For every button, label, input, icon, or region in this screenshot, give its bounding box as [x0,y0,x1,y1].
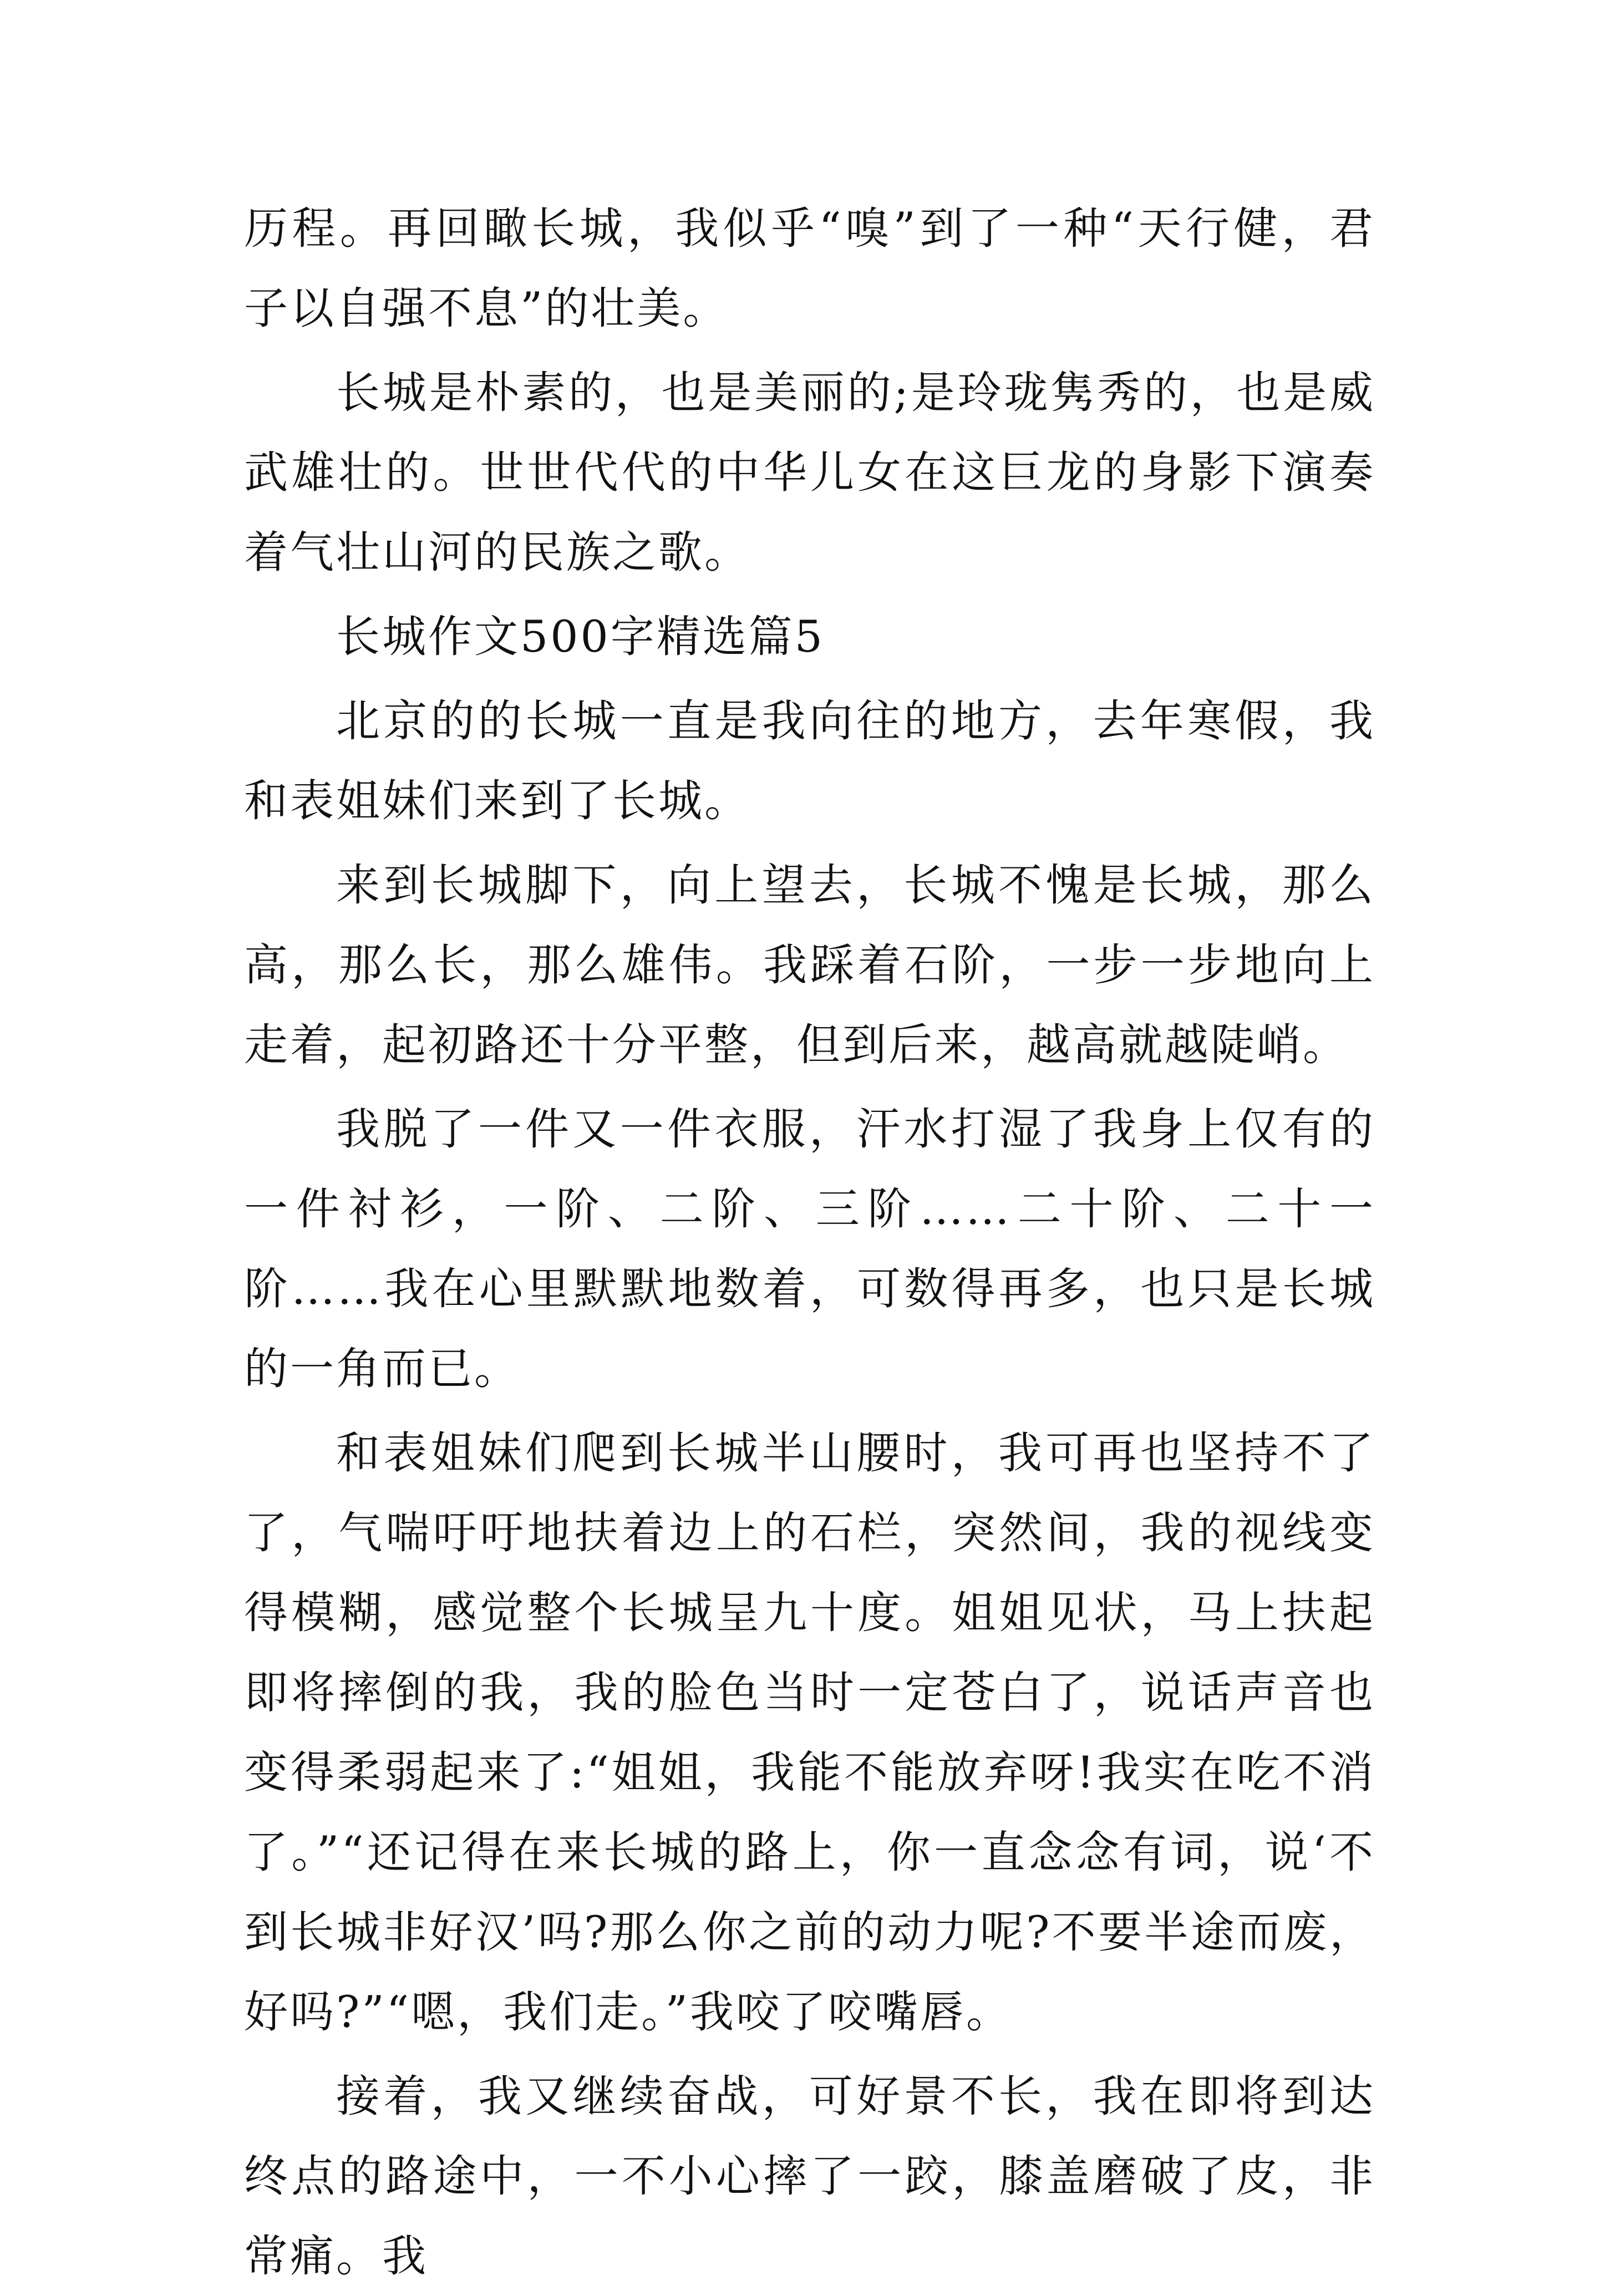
section-heading: 长城作文500字精选篇5 [336,611,825,662]
paragraph: 我脱了一件又一件衣服，汗水打湿了我身上仅有的一件衬衫，一阶、二阶、三阶……二十阶、二十一阶……我在心里默默地数着，可数得再多，也只是长城的一角而已。 [244,1104,1375,1394]
paragraph: 长城是朴素的，也是美丽的;是玲珑隽秀的，也是威武雄壮的。世世代代的中华儿女在这巨龙的身影下演奏着气壮山河的民族之歌。 [244,367,1375,578]
paragraph: 和表姐妹们爬到长城半山腰时，我可再也坚持不了了，气喘吁吁地扶着边上的石栏，突然间，我的视线变得模糊，感觉整个长城呈九十度。姐姐见状，马上扶起即将摔倒的我，我的脸色当时一定苍白了，说话声音也变得柔弱起来了:“姐姐，我能不能放弃呀!我实在吃不消了。”“还记得在来长城的路上，你一直念念有词，说‘不到长城非好汉’吗?那么你之前的动力呢?不要半途而废，好吗?”“嗯，我们走。”我咬了咬嘴唇。 [244,1428,1375,2038]
paragraph: 接着，我又继续奋战，可好景不长，我在即将到达终点的路途中，一不小心摔了一跤，膝盖磨破了皮，非常痛。我 [244,2071,1375,2282]
document-body [244,189,1375,2296]
paragraph-continuation: 历程。再回瞰长城，我似乎“嗅”到了一种“天行健，君子以自强不息”的壮美。 [244,203,1375,334]
paragraph: 来到长城脚下，向上望去，长城不愧是长城，那么高，那么长，那么雄伟。我踩着石阶，一步一步地向上走着，起初路还十分平整，但到后来，越高就越陡峭。 [244,860,1375,1070]
paragraph: 北京的的长城一直是我向往的地方，去年寒假，我和表姐妹们来到了长城。 [244,695,1375,826]
